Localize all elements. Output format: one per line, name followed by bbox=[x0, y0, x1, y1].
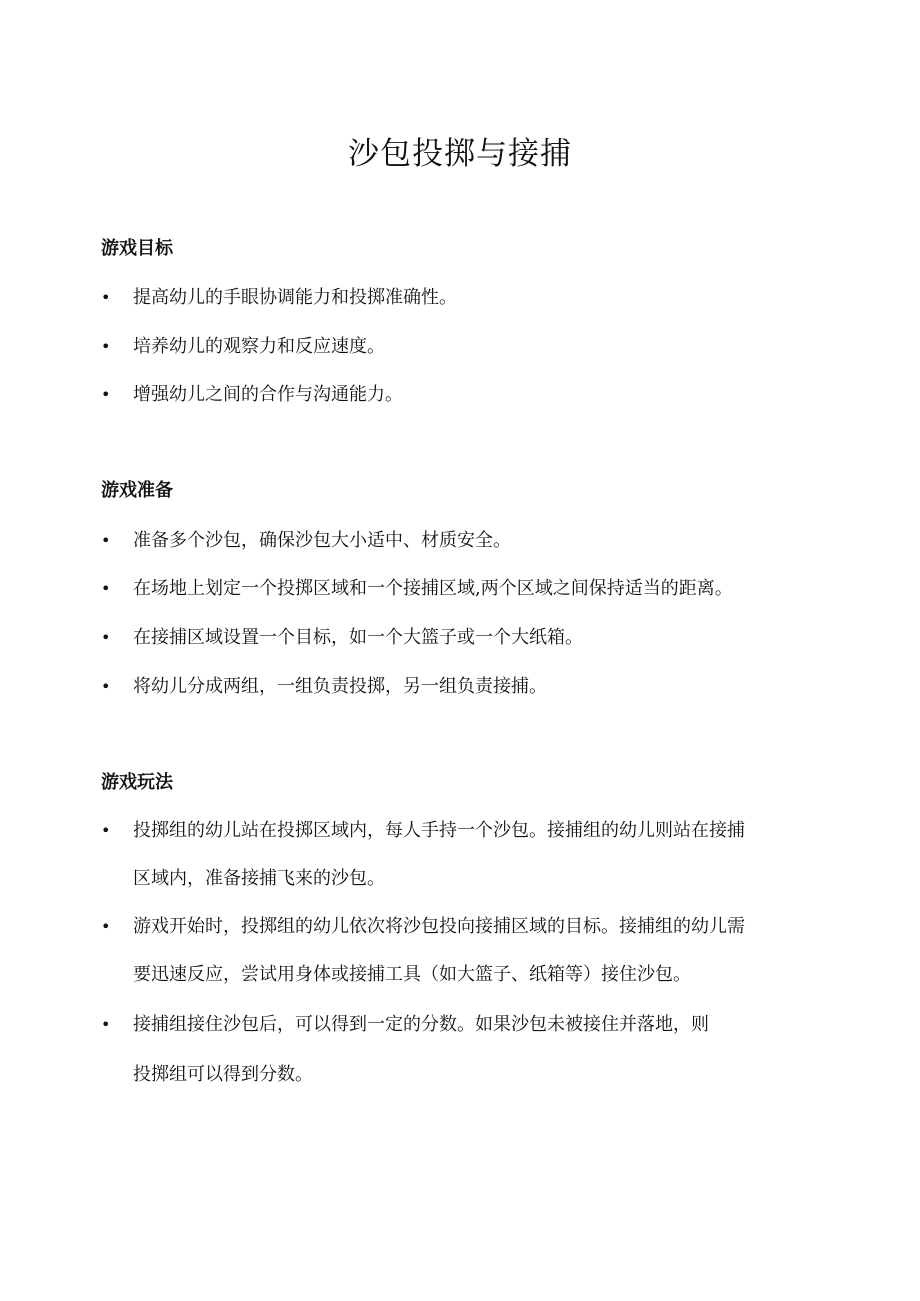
list-item-text: 增强幼儿之间的合作与沟通能力。 bbox=[133, 384, 403, 405]
bullet-icon: • bbox=[101, 628, 111, 647]
list-item-text: 将幼儿分成两组，一组负责投掷，另一组负责接捕。 bbox=[133, 676, 547, 697]
list-item-text: 准备多个沙包，确保沙包大小适中、材质安全。 bbox=[133, 530, 511, 551]
bullet-icon: • bbox=[101, 385, 111, 404]
list-item-text: 在场地上划定一个投掷区域和一个接捕区域,两个区域之间保持适当的距离。 bbox=[133, 578, 733, 599]
bullet-icon: • bbox=[101, 337, 111, 356]
section-heading-gameplay: 游戏玩法 bbox=[101, 772, 173, 793]
list-item-text: 投掷组的幼儿站在投掷区域内，每人手持一个沙包。接捕组的幼儿则站在接捕 bbox=[133, 820, 745, 841]
bullet-icon: • bbox=[101, 1015, 111, 1034]
list-item-text: 区域内，准备接捕飞来的沙包。 bbox=[133, 868, 385, 889]
bullet-icon: • bbox=[101, 917, 111, 936]
list-item-text: 要迅速反应，尝试用身体或接捕工具（如大篮子、纸箱等）接住沙包。 bbox=[133, 964, 691, 985]
list-item-text: 接捕组接住沙包后，可以得到一定的分数。如果沙包未被接住并落地，则 bbox=[133, 1014, 709, 1035]
bullet-icon: • bbox=[101, 288, 111, 307]
bullet-icon: • bbox=[101, 531, 111, 550]
section-heading-preparation: 游戏准备 bbox=[101, 480, 173, 501]
document-title: 沙包投掷与接捕 bbox=[348, 136, 572, 172]
bullet-icon: • bbox=[101, 677, 111, 696]
list-item-text: 在接捕区域设置一个目标，如一个大篮子或一个大纸箱。 bbox=[133, 627, 583, 648]
list-item-text: 投掷组可以得到分数。 bbox=[133, 1064, 313, 1085]
bullet-icon: • bbox=[101, 579, 111, 598]
bullet-icon: • bbox=[101, 821, 111, 840]
list-item-text: 游戏开始时，投掷组的幼儿依次将沙包投向接捕区域的目标。接捕组的幼儿需 bbox=[133, 916, 745, 937]
section-heading-goals: 游戏目标 bbox=[101, 238, 173, 259]
list-item-text: 培养幼儿的观察力和反应速度。 bbox=[133, 336, 385, 357]
list-item-text: 提高幼儿的手眼协调能力和投掷准确性。 bbox=[133, 287, 457, 308]
